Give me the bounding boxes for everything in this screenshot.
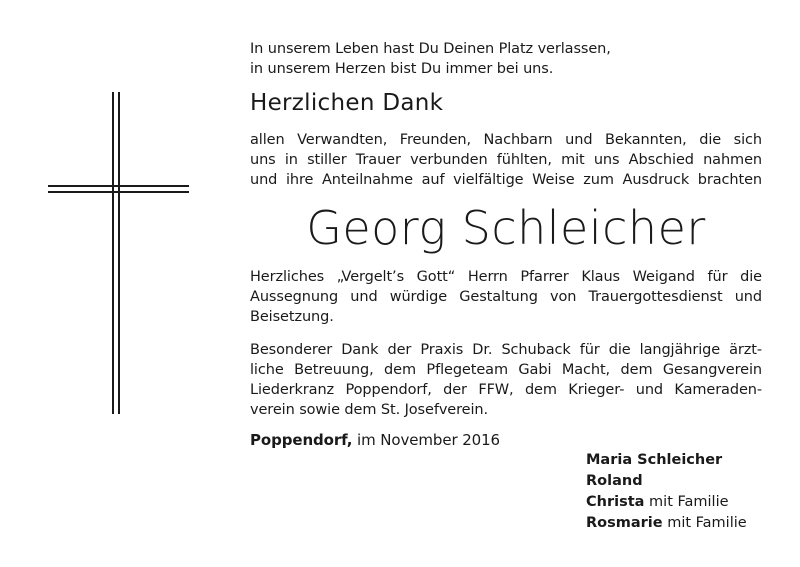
signer-suffix: mit Familie xyxy=(667,515,747,531)
paragraph-thanks-care xyxy=(250,340,762,420)
signer-name: Christa xyxy=(586,494,645,510)
signer xyxy=(586,450,747,471)
paragraph-line: verein sowie dem St. Josefverein. xyxy=(250,402,489,418)
place-date xyxy=(250,430,762,450)
signers-list xyxy=(586,450,747,534)
verse-line: in unserem Herzen bist Du immer bei uns. xyxy=(250,61,554,77)
paragraph-pastor xyxy=(250,267,762,327)
date: im November 2016 xyxy=(357,431,500,449)
place: Poppendorf, xyxy=(250,431,353,449)
signer-name: Roland xyxy=(586,473,643,489)
cross-horizontal-line-bottom xyxy=(48,191,189,193)
signer-suffix: mit Familie xyxy=(649,494,729,510)
paragraph-line: Besonderer Dank der Praxis Dr. Schuback für die langjährige ärzt- xyxy=(250,342,762,358)
cross-horizontal-line-top xyxy=(48,185,189,187)
paragraph-line: Liederkranz Poppendorf, der FFW, dem Krieger- und Kameraden- xyxy=(250,382,762,398)
thanks-body xyxy=(250,130,762,190)
cross-icon xyxy=(0,0,240,567)
signer xyxy=(586,492,747,513)
cross-vertical-line-right xyxy=(118,92,120,414)
paragraph-line: Aussegnung und würdige Gestaltung von Trauergottesdienst und xyxy=(250,289,762,305)
thanks-line: und ihre Anteilnahme auf vielfältige Weise zum Ausdruck brachten xyxy=(250,172,762,188)
paragraph-line: Beisetzung. xyxy=(250,309,334,325)
signer xyxy=(586,471,747,492)
thanks-line: uns in stiller Trauer verbunden fühlten, mit uns Abschied nahmen xyxy=(250,152,762,168)
paragraph-line: liche Betreuung, dem Pflegeteam Gabi Macht, dem Gesangverein xyxy=(250,362,762,378)
verse-line: In unserem Leben hast Du Deinen Platz verlassen, xyxy=(250,41,611,57)
verse xyxy=(250,39,762,79)
signer-name: Rosmarie xyxy=(586,515,663,531)
paragraph-line: Herzliches „Vergelt’s Gott“ Herrn Pfarrer Klaus Weigand für die xyxy=(250,269,762,285)
thanks-heading: Herzlichen Dank xyxy=(250,90,444,116)
deceased-name: Georg Schleicher xyxy=(306,201,706,255)
cross-vertical-line-left xyxy=(112,92,114,414)
signer-name: Maria Schleicher xyxy=(586,452,723,468)
signer xyxy=(586,513,747,534)
thanks-line: allen Verwandten, Freunden, Nachbarn und Bekannten, die sich xyxy=(250,132,762,148)
